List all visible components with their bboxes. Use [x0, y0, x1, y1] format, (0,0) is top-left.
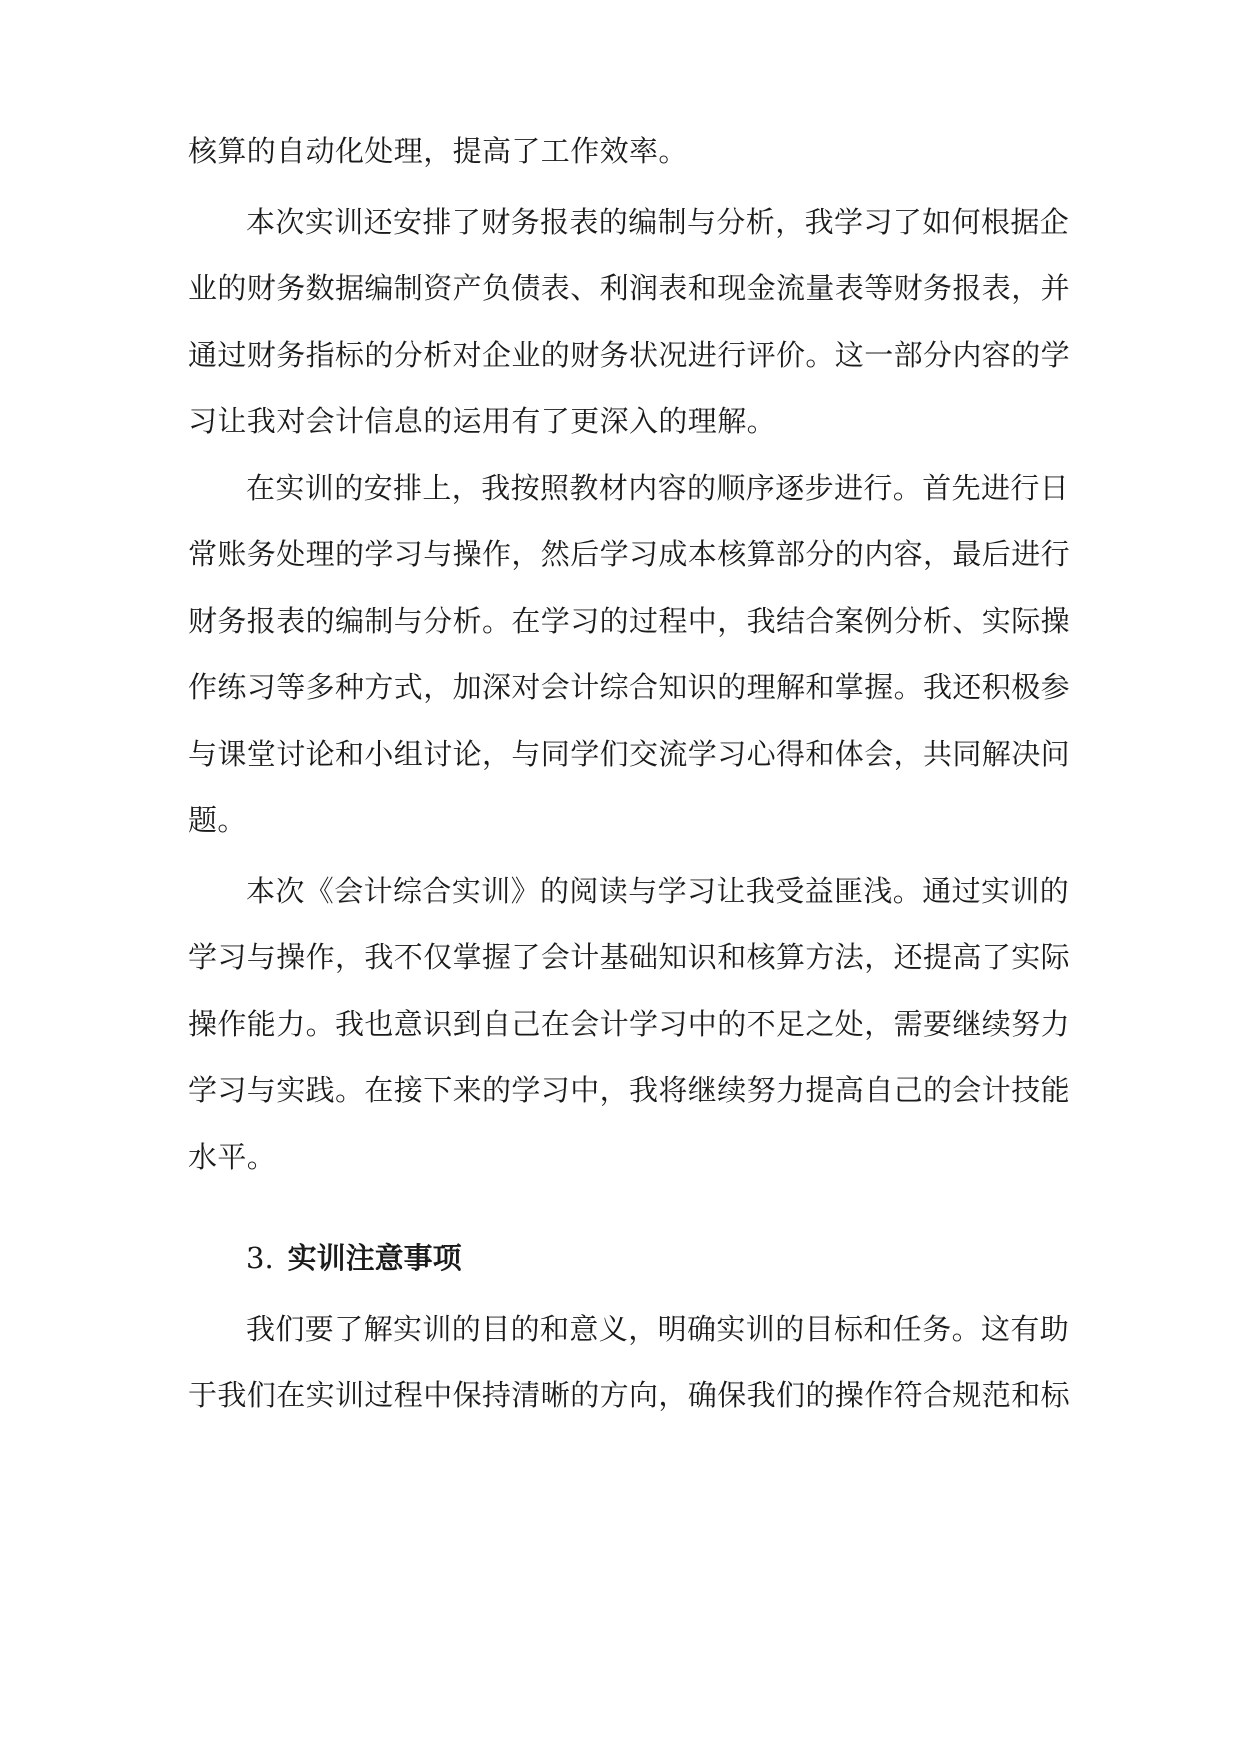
paragraph-line: 题。	[188, 803, 247, 837]
paragraph-line: 本次实训还安排了财务报表的编制与分析，我学习了如何根据企	[246, 205, 1070, 239]
paragraph-line: 通过财务指标的分析对企业的财务状况进行评价。这一部分内容的学	[188, 338, 1071, 372]
section-heading	[246, 1238, 462, 1278]
paragraph-line: 财务报表的编制与分析。在学习的过程中，我结合案例分析、实际操	[188, 604, 1071, 638]
paragraph-line: 作练习等多种方式，加深对会计综合知识的理解和掌握。我还积极参	[188, 670, 1071, 704]
paragraph-line: 与课堂讨论和小组讨论，与同学们交流学习心得和体会，共同解决问	[188, 737, 1071, 771]
paragraph-line: 习让我对会计信息的运用有了更深入的理解。	[188, 404, 777, 438]
paragraph-line: 学习与操作，我不仅掌握了会计基础知识和核算方法，还提高了实际	[188, 940, 1071, 974]
paragraph-line: 我们要了解实训的目的和意义，明确实训的目标和任务。这有助	[246, 1312, 1070, 1346]
paragraph-line: 操作能力。我也意识到自己在会计学习中的不足之处，需要继续努力	[188, 1007, 1071, 1041]
paragraph-line: 学习与实践。在接下来的学习中，我将继续努力提高自己的会计技能	[188, 1073, 1071, 1107]
paragraph-line: 本次《会计综合实训》的阅读与学习让我受益匪浅。通过实训的	[246, 874, 1070, 908]
paragraph-line: 水平。	[188, 1140, 277, 1174]
paragraph-line: 在实训的安排上，我按照教材内容的顺序逐步进行。首先进行日	[246, 471, 1070, 505]
paragraph-line: 业的财务数据编制资产负债表、利润表和现金流量表等财务报表，并	[188, 271, 1071, 305]
section-number: 3.	[246, 1241, 274, 1275]
paragraph-line: 核算的自动化处理，提高了工作效率。	[188, 134, 688, 168]
paragraph-line: 常账务处理的学习与操作，然后学习成本核算部分的内容，最后进行	[188, 537, 1071, 571]
paragraph-line: 于我们在实训过程中保持清晰的方向，确保我们的操作符合规范和标	[188, 1378, 1071, 1412]
section-title: 实训注意事项	[287, 1241, 462, 1275]
